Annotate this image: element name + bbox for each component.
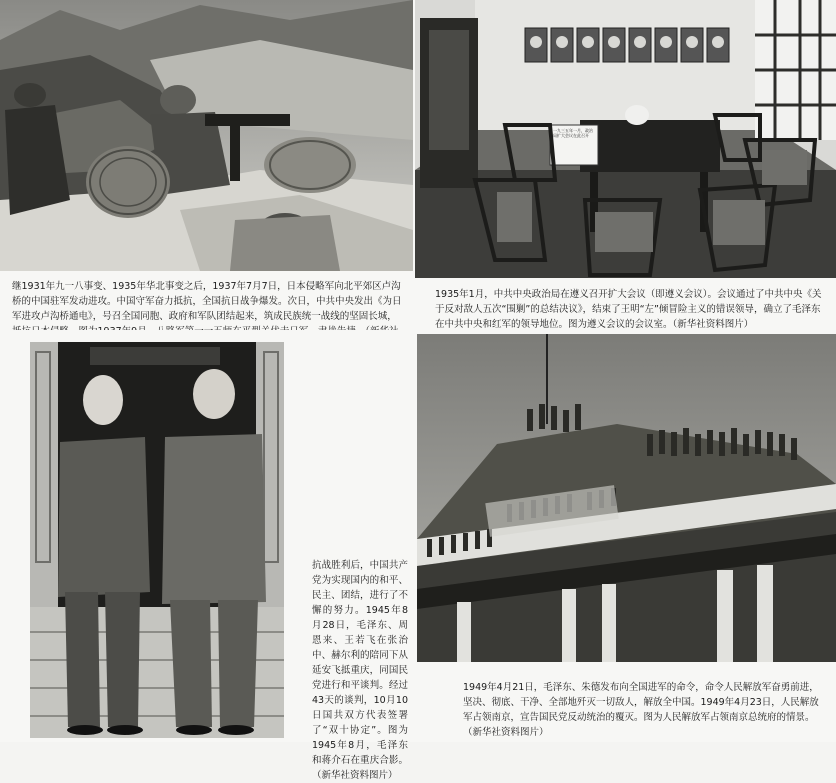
photo-meeting-room <box>415 0 836 278</box>
photo-chongqing <box>30 342 284 738</box>
caption-nanjing: 1949年4月21日，毛泽东、朱德发布向全国进军的命令，命令人民解放军奋勇前进，坚决、彻底、干净、全部地歼灭一切敌人，解放全中国。1949年4月23日，人民解放军占领南京，宣告国民党反动统治的覆灭。图为人民解放军占领南京总统府的情景。（新华社资料图片） <box>463 682 819 738</box>
caption-chongqing: 抗战胜利后，中国共产党为实现国内的和平、民主、团结，进行了不懈的努力。1945年8月28日，毛泽东、周恩来、王若飞在张治中、赫尔利的陪同下从延安飞抵重庆，同国民党进行和平谈判。经过43天的谈判，10月10日国共双方代表签署了“双十协定”。图为1945年8月，毛泽东和蒋介石在重庆合影。（新华社资料图片） <box>312 560 408 781</box>
panel-meeting-room <box>413 0 836 330</box>
panel-chongqing <box>0 330 413 781</box>
panel-battle <box>0 0 413 330</box>
caption-meeting-room: 1935年1月，中共中央政治局在遵义召开扩大会议（即遵义会议）。会议通过了中共中央《关于反对敌人五次“围剿”的总结决议》，结束了王明“左”倾冒险主义的错误领导，确立了毛泽东在中共中央和红军的领导地位。图为遵义会议的会议室。（新华社资料图片） <box>435 289 822 330</box>
panel-nanjing <box>413 330 836 742</box>
notice-card-text: 一九三五年一月，政治局扩大会议在此召开 <box>553 128 593 138</box>
photo-nanjing <box>417 334 836 662</box>
caption-battle: 继1931年九一八事变、1935年华北事变之后，1937年7月7日，日本侵略军向北平郊区卢沟桥的中国驻军发动进攻。中国守军奋力抵抗，全国抗日战争爆发。次日，中共中央发出《为日军进攻卢沟桥通电》，号召全国同胞、政府和军队团结起来，筑成民族统一战线的坚固长城， <box>12 281 402 322</box>
photo-battle <box>0 0 413 271</box>
